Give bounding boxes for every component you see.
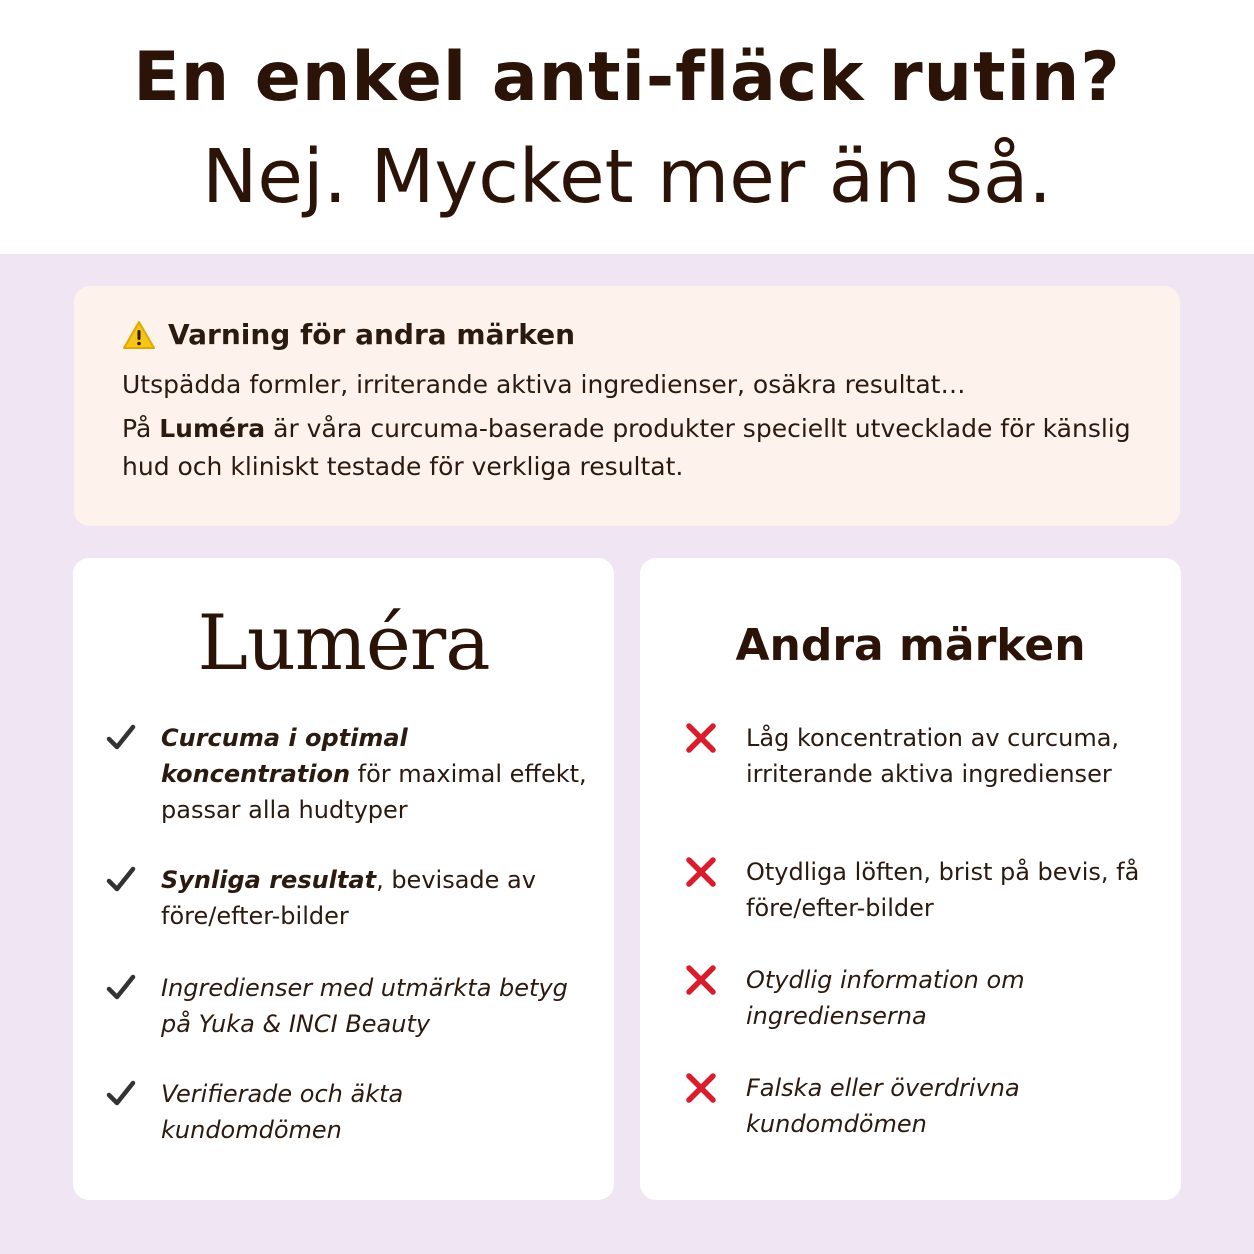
lumera-item-4-text: Verifierade och äkta kundomdömen [161, 1080, 404, 1144]
warning-brand-name: Luméra [159, 414, 266, 443]
check-icon [105, 1076, 161, 1112]
others-title: Andra märken [735, 620, 1086, 671]
warning-line-2-suffix: är våra curcuma-baserade produkter speciellt utvecklade för känslig hud och kliniskt testade för verkliga resultat. [122, 414, 1131, 481]
others-item-2-text: Otydliga löften, brist på bevis, få före/efter-bilder [746, 858, 1140, 922]
others-item-3 [684, 962, 1154, 1034]
check-icon [105, 862, 161, 898]
others-item-3-text: Otydlig information om ingredienserna [746, 966, 1025, 1030]
lumera-item-3 [105, 970, 595, 1042]
cross-icon [684, 962, 746, 998]
lumera-card [73, 558, 614, 1200]
cross-icon [684, 1070, 746, 1106]
lumera-item-1-text: Curcuma i optimal koncentration för maximal effekt, passar alla hudtyper [161, 724, 587, 824]
cross-icon [684, 854, 746, 890]
header [0, 0, 1254, 254]
others-item-2 [684, 854, 1154, 926]
others-item-1 [684, 720, 1154, 792]
subheadline: Nej. Mycket mer än så. [202, 134, 1052, 220]
warning-line-2 [122, 410, 1132, 486]
cross-icon [684, 720, 746, 756]
lumera-item-4 [105, 1076, 595, 1148]
lumera-item-3-text: Ingredienser med utmärkta betyg på Yuka & INCI Beauty [161, 974, 568, 1038]
others-item-1-text: Låg koncentration av curcuma, irriterande aktiva ingredienser [746, 724, 1120, 788]
check-icon [105, 720, 161, 756]
lumera-item-1 [105, 720, 595, 828]
check-icon [105, 970, 161, 1006]
warning-title-text: Varning för andra märken [168, 318, 576, 351]
others-card [640, 558, 1181, 1200]
lumera-item-2-text: Synliga resultat, bevisade av före/efter-bilder [161, 866, 536, 930]
headline: En enkel anti-fläck rutin? [133, 38, 1121, 117]
others-item-4 [684, 1070, 1154, 1142]
lumera-item-2 [105, 862, 595, 934]
warning-line-1: Utspädda formler, irriterande aktiva ingredienser, osäkra resultat… [122, 370, 966, 399]
warning-icon [122, 320, 156, 350]
warning-box [74, 286, 1180, 526]
lumera-logo: Luméra [197, 598, 490, 687]
warning-title [122, 318, 575, 351]
others-item-4-text: Falska eller överdrivna kundomdömen [746, 1074, 1020, 1138]
warning-line-2-prefix: På [122, 414, 160, 443]
